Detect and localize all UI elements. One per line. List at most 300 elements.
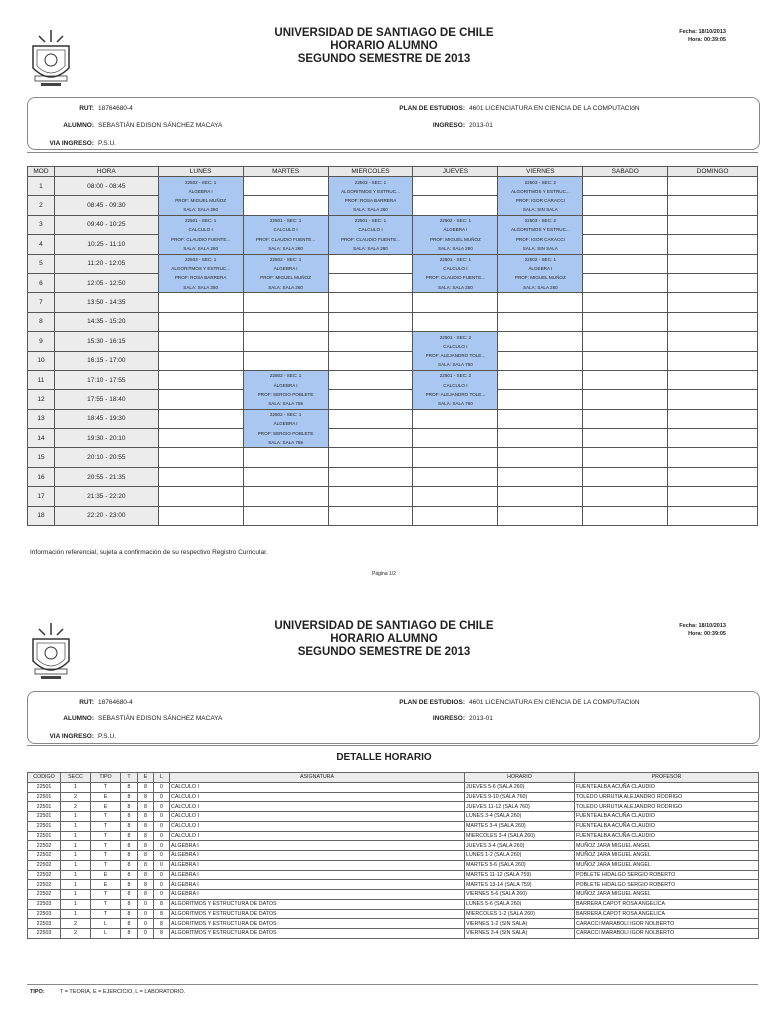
class-block-line: PROF: MIGUEL MUÑOZ [514, 275, 566, 281]
module-number: 3 [28, 215, 55, 234]
plan-label: PLAN DE ESTUDIOS: [399, 699, 465, 706]
module-number: 4 [28, 235, 55, 254]
tipo-label: TIPO: [30, 989, 45, 995]
class-block-line: ALGORITMOS Y ESTRUC... [510, 227, 570, 233]
detail-cell: 2 [61, 929, 91, 939]
detail-cell: 22502 [28, 851, 61, 861]
detail-cell: 22501 [28, 812, 61, 822]
detail-cell: ÁLGEBRA I [170, 890, 465, 900]
class-block[interactable] [158, 177, 243, 216]
class-block-line: 22502 - SEC: 1 [269, 373, 302, 379]
empty-slot [668, 293, 758, 312]
schedule-row [28, 312, 758, 331]
class-block[interactable] [498, 254, 583, 293]
module-time: 20:10 - 20:55 [54, 448, 158, 467]
detail-cell: 0 [154, 792, 170, 802]
class-block[interactable] [413, 370, 498, 409]
empty-slot [158, 506, 243, 525]
module-time: 08:45 - 09:30 [54, 196, 158, 215]
empty-slot [413, 196, 498, 215]
empty-slot [243, 332, 328, 351]
class-block-line: PROF: IGOR CARACCI [515, 236, 565, 242]
empty-slot [583, 370, 668, 389]
detail-cell: ÁLGEBRA I [170, 870, 465, 880]
empty-slot [498, 351, 583, 370]
university-title: UNIVERSIDAD DE SANTIAGO DE CHILE [274, 27, 494, 39]
detail-cell: 0 [154, 821, 170, 831]
empty-slot [668, 429, 758, 448]
schedule-row [28, 332, 758, 351]
detail-cell: VIERNES 5-6 (SALA 260) [465, 890, 575, 900]
class-block[interactable] [413, 215, 498, 254]
class-block-line: 22503 - SEC: 1 [354, 179, 387, 185]
class-block-line: CALCULO I [443, 343, 468, 349]
module-time: 19:30 - 20:10 [54, 429, 158, 448]
detail-cell: 8 [121, 802, 138, 812]
weekly-schedule-table [27, 166, 758, 526]
detail-cell: ALGORITMOS Y ESTRUCTURA DE DATOS [170, 929, 465, 939]
empty-slot [668, 351, 758, 370]
detail-cell: 8 [121, 841, 138, 851]
column-header: LUNES [158, 167, 243, 177]
detail-cell: 1 [61, 880, 91, 890]
detail-cell: ÁLGEBRA I [170, 880, 465, 890]
empty-slot [668, 254, 758, 273]
detail-cell: FUENTEALBA ACUÑA CLAUDIO [575, 821, 759, 831]
page-number: Página 1/2 [372, 571, 396, 577]
class-block[interactable] [158, 215, 243, 254]
empty-slot [158, 312, 243, 331]
detail-cell: ÁLGEBRA I [170, 841, 465, 851]
class-block[interactable] [413, 254, 498, 293]
empty-slot [243, 351, 328, 370]
detail-row [28, 899, 759, 909]
empty-slot [158, 332, 243, 351]
class-block-line: SALA: SALA 260 [353, 245, 388, 251]
detail-cell: 1 [61, 909, 91, 919]
semester-title: SEGUNDO SEMESTRE DE 2013 [297, 646, 471, 658]
class-block-line: CALCULO I [188, 227, 213, 233]
class-block-line: PROF: MIGUEL MUÑOZ [429, 236, 481, 242]
class-block-line: SALA: SALA 260 [438, 284, 473, 290]
ingreso-value: 2013-01 [469, 715, 493, 722]
empty-slot [583, 254, 668, 273]
class-block-line: SALA: SALA 260 [183, 207, 219, 213]
empty-slot [413, 293, 498, 312]
empty-slot [668, 312, 758, 331]
detail-cell: CALCULO I [170, 782, 465, 792]
module-number: 5 [28, 254, 55, 273]
detail-cell: L [91, 919, 121, 929]
class-block[interactable] [158, 254, 243, 293]
class-block-line: PROF: CLAUDIO FUENTE... [255, 236, 316, 242]
schedule-row [28, 273, 758, 292]
detail-cell: E [91, 870, 121, 880]
empty-slot [668, 409, 758, 428]
detail-row [28, 841, 759, 851]
class-block-line: 22502 - SEC: 1 [524, 257, 557, 263]
empty-slot [328, 370, 413, 389]
tipo-legend: T = TEORIA, E = EJERCICIO, L = LABORATORIO. [60, 989, 186, 995]
class-block[interactable] [328, 177, 413, 216]
class-block-line: ALGORITMOS Y ESTRUC... [341, 188, 400, 194]
class-block-line: PROF: SERGIO POBLETE [257, 391, 314, 397]
detail-cell: 0 [154, 880, 170, 890]
rut-value: 18764680-4 [98, 699, 133, 706]
detail-cell: 22502 [28, 841, 61, 851]
detail-cell: ALGORITMOS Y ESTRUCTURA DE DATOS [170, 909, 465, 919]
detail-column-header: L [154, 773, 170, 783]
schedule-row [28, 254, 758, 273]
module-number: 14 [28, 429, 55, 448]
detail-cell: 8 [154, 899, 170, 909]
module-number: 18 [28, 506, 55, 525]
print-date: Fecha: 18/10/2013 [679, 623, 726, 629]
detail-cell: 2 [61, 919, 91, 929]
detail-cell: FUENTEALBA ACUÑA CLAUDIO [575, 782, 759, 792]
class-block[interactable] [498, 215, 583, 254]
detail-cell: ÁLGEBRA I [170, 851, 465, 861]
detail-cell: 0 [138, 899, 154, 909]
detail-cell: CALCULO I [170, 821, 465, 831]
detail-cell: 22503 [28, 909, 61, 919]
empty-slot [498, 370, 583, 389]
class-block-line: SALA: SALA 260 [353, 207, 388, 213]
empty-slot [668, 487, 758, 506]
class-block-line: PROF: IGOR CARACCI [515, 197, 565, 203]
detail-row [28, 919, 759, 929]
detail-cell: 0 [154, 812, 170, 822]
class-block-line: SALA: SALA 260 [268, 245, 303, 251]
detail-cell: 22502 [28, 880, 61, 890]
class-block[interactable] [413, 332, 498, 371]
detail-cell: POBLETE HIDALGO SERGIO ROBERTO [575, 870, 759, 880]
class-block-line: PROF: MIGUEL MUÑOZ [175, 197, 227, 203]
class-block-line: PROF: MIGUEL MUÑOZ [260, 275, 311, 281]
empty-slot [583, 215, 668, 234]
detail-cell: 8 [138, 890, 154, 900]
class-block-line: CALCULO I [443, 382, 468, 388]
print-time: Hora: 00:39:05 [688, 37, 726, 43]
module-time: 16:15 - 17:00 [54, 351, 158, 370]
empty-slot [413, 506, 498, 525]
detail-cell: 8 [121, 880, 138, 890]
detail-cell: 2 [61, 802, 91, 812]
via-ingreso-value: P.S.U. [98, 140, 116, 147]
detail-cell: BARRERA CAPOT ROSA ANGELICA [575, 909, 759, 919]
class-block-line: SALA: SALA 759 [268, 439, 303, 445]
ingreso-value: 2013-01 [469, 122, 493, 129]
via-ingreso-label: VIA INGRESO: [49, 140, 94, 147]
class-block-line: SALA: SALA 260 [183, 245, 219, 251]
empty-slot [413, 487, 498, 506]
schedule-header-row [28, 167, 758, 177]
class-block-line: ÁLGEBRA I [273, 421, 298, 427]
detail-cell: 2 [61, 792, 91, 802]
module-time: 14:35 - 15:20 [54, 312, 158, 331]
detail-cell: 8 [138, 870, 154, 880]
detail-cell: JUEVES 5-6 (SALA 260) [465, 782, 575, 792]
detail-cell: CALCULO I [170, 812, 465, 822]
detail-column-header: T [121, 773, 138, 783]
detail-cell: 8 [138, 782, 154, 792]
detail-cell: T [91, 841, 121, 851]
empty-slot [158, 448, 243, 467]
class-block-line: 22501 - SEC: 1 [269, 218, 302, 224]
empty-slot [583, 235, 668, 254]
detail-cell: 8 [121, 821, 138, 831]
detail-cell: 8 [121, 929, 138, 939]
empty-slot [583, 293, 668, 312]
empty-slot [583, 429, 668, 448]
class-block-line: ÁLGEBRA I [273, 266, 298, 272]
class-block-line: 22502 - SEC: 1 [269, 412, 302, 418]
detail-cell: ÁLGEBRA I [170, 860, 465, 870]
module-time: 22:20 - 23:00 [54, 506, 158, 525]
empty-slot [668, 370, 758, 389]
empty-slot [583, 332, 668, 351]
empty-slot [583, 390, 668, 409]
class-block-line: CALCULO I [443, 266, 468, 272]
detail-row [28, 909, 759, 919]
empty-slot [243, 312, 328, 331]
detail-cell: 0 [138, 919, 154, 929]
class-block[interactable] [243, 409, 328, 448]
document-title: HORARIO ALUMNO [330, 633, 438, 645]
class-block[interactable] [243, 254, 328, 293]
class-block-line: ALGORITMOS Y ESTRUC... [510, 188, 570, 194]
class-block-line: 22501 - SEC: 1 [184, 218, 217, 224]
rut-value: 18764680-4 [98, 105, 133, 112]
module-number: 10 [28, 351, 55, 370]
detail-cell: BARRERA CAPOT ROSA ANGELICA [575, 899, 759, 909]
detail-cell: MIERCOLES 1-2 (SALA 260) [465, 909, 575, 919]
schedule-row [28, 429, 758, 448]
detail-cell: 8 [138, 851, 154, 861]
schedule-row [28, 215, 758, 234]
class-block-line: SALA: SALA 260 [522, 284, 558, 290]
module-number: 13 [28, 409, 55, 428]
class-block-line: CALCULO I [273, 227, 298, 233]
detail-cell: L [91, 929, 121, 939]
detail-column-header: E [138, 773, 154, 783]
module-time: 17:55 - 18:40 [54, 390, 158, 409]
empty-slot [583, 273, 668, 292]
empty-slot [158, 429, 243, 448]
class-block-line: SALA: SALA 260 [268, 284, 303, 290]
empty-slot [498, 429, 583, 448]
detail-cell: 1 [61, 851, 91, 861]
class-block-line: PROF: CLAUDIO FUENTE... [425, 275, 486, 281]
class-block-line: SALA: SIN SALA [522, 245, 558, 251]
empty-slot [583, 487, 668, 506]
schedule-row [28, 448, 758, 467]
empty-slot [583, 351, 668, 370]
class-block-line: PROF: ROSA BARRERA [174, 275, 227, 281]
detail-cell: 1 [61, 870, 91, 880]
empty-slot [668, 177, 758, 196]
detail-row [28, 890, 759, 900]
module-number: 15 [28, 448, 55, 467]
detail-cell: JUEVES 3-4 (SALA 260) [465, 841, 575, 851]
module-number: 17 [28, 487, 55, 506]
detail-cell: LUNES 5-6 (SALA 260) [465, 899, 575, 909]
detail-cell: VIERNES 1-2 (SIN SALA) [465, 919, 575, 929]
detail-column-header: PROFESOR [575, 773, 759, 783]
schedule-row [28, 506, 758, 525]
detail-header-row [28, 773, 759, 783]
class-block-line: 22502 - SEC: 1 [439, 218, 472, 224]
rut-label: RUT: [79, 105, 94, 112]
detail-cell: E [91, 802, 121, 812]
print-date: Fecha: 18/10/2013 [679, 29, 726, 35]
detail-row [28, 792, 759, 802]
detail-cell: 8 [121, 851, 138, 861]
schedule-row [28, 487, 758, 506]
detail-cell: 22501 [28, 792, 61, 802]
empty-slot [158, 409, 243, 428]
alumno-value: SEBASTIÁN EDISON SÁNCHEZ MACAYA [98, 122, 223, 129]
empty-slot [328, 448, 413, 467]
via-ingreso-label: VIA INGRESO: [49, 733, 94, 740]
detail-row [28, 802, 759, 812]
detail-row [28, 870, 759, 880]
empty-slot [498, 293, 583, 312]
module-number: 2 [28, 196, 55, 215]
empty-slot [668, 390, 758, 409]
alumno-label: ALUMNO: [63, 715, 94, 722]
detail-row [28, 782, 759, 792]
alumno-value: SEBASTIÁN EDISON SÁNCHEZ MACAYA [98, 715, 223, 722]
class-block-line: SALA: SALA 260 [183, 284, 219, 290]
class-block-line: ÁLGEBRA I [273, 382, 298, 388]
detail-row [28, 851, 759, 861]
detail-cell: 0 [154, 851, 170, 861]
empty-slot [328, 390, 413, 409]
detail-cell: 8 [121, 870, 138, 880]
module-number: 6 [28, 273, 55, 292]
module-time: 15:30 - 16:15 [54, 332, 158, 351]
university-title: UNIVERSIDAD DE SANTIAGO DE CHILE [274, 620, 494, 632]
class-block[interactable] [243, 370, 328, 409]
detail-cell: LUNES 3-4 (SALA 260) [465, 812, 575, 822]
empty-slot [328, 312, 413, 331]
detail-cell: 1 [61, 890, 91, 900]
empty-slot [413, 312, 498, 331]
detail-cell: E [91, 880, 121, 890]
empty-slot [158, 487, 243, 506]
empty-slot [158, 351, 243, 370]
class-block[interactable] [243, 215, 328, 254]
detail-cell: 1 [61, 812, 91, 822]
detail-cell: 0 [154, 831, 170, 841]
detail-row [28, 929, 759, 939]
schedule-row [28, 370, 758, 389]
column-header: MARTES [243, 167, 328, 177]
class-block-line: PROF: CLAUDIO FUENTE... [340, 236, 401, 242]
detail-cell: T [91, 851, 121, 861]
empty-slot [243, 448, 328, 467]
module-time: 10:25 - 11:10 [54, 235, 158, 254]
detail-cell: CARACCI MARABOLI IGOR NOLBERTO [575, 929, 759, 939]
detail-cell: 8 [138, 812, 154, 822]
detail-cell: MUÑOZ JARA MIGUEL ANGEL [575, 860, 759, 870]
empty-slot [583, 448, 668, 467]
detail-cell: 8 [121, 831, 138, 841]
empty-slot [413, 409, 498, 428]
module-time: 20:55 - 21:35 [54, 467, 158, 486]
detail-cell: JUEVES 9-10 (SALA 760) [465, 792, 575, 802]
detail-cell: T [91, 860, 121, 870]
class-block-line: ÁLGEBRA I [443, 227, 468, 233]
empty-slot [583, 467, 668, 486]
class-block-line: SALA: SALA 260 [438, 245, 473, 251]
schedule-detail-table [27, 772, 759, 939]
empty-slot [158, 293, 243, 312]
detail-cell: 1 [61, 782, 91, 792]
empty-slot [583, 312, 668, 331]
detail-cell: T [91, 831, 121, 841]
detail-cell: 22502 [28, 860, 61, 870]
empty-slot [668, 506, 758, 525]
empty-slot [498, 390, 583, 409]
column-header: MOD [28, 167, 55, 177]
ingreso-label: INGRESO: [432, 122, 465, 129]
module-number: 16 [28, 467, 55, 486]
schedule-row [28, 390, 758, 409]
detail-cell: T [91, 821, 121, 831]
detail-cell: LUNES 1-2 (SALA 260) [465, 851, 575, 861]
empty-slot [498, 332, 583, 351]
schedule-row [28, 351, 758, 370]
class-block[interactable] [328, 215, 413, 254]
empty-slot [668, 215, 758, 234]
detail-cell: 22502 [28, 870, 61, 880]
empty-slot [243, 196, 328, 215]
detail-cell: 1 [61, 831, 91, 841]
empty-slot [413, 429, 498, 448]
detail-cell: FUENTEALBA ACUÑA CLAUDIO [575, 831, 759, 841]
module-number: 8 [28, 312, 55, 331]
empty-slot [243, 467, 328, 486]
schedule-row [28, 293, 758, 312]
empty-slot [668, 467, 758, 486]
empty-slot [328, 273, 413, 292]
class-block[interactable] [498, 177, 583, 216]
detail-cell: 8 [138, 792, 154, 802]
module-number: 1 [28, 177, 55, 196]
class-block-line: PROF: CLAUDIO FUENTE... [171, 236, 231, 242]
empty-slot [328, 254, 413, 273]
empty-slot [498, 467, 583, 486]
detail-row [28, 880, 759, 890]
schedule-row [28, 177, 758, 196]
detail-column-header: HORARIO [465, 773, 575, 783]
plan-label: PLAN DE ESTUDIOS: [399, 105, 465, 112]
detail-cell: CARACCI MARABOLI IGOR NOLBERTO [575, 919, 759, 929]
detail-cell: E [91, 792, 121, 802]
module-number: 11 [28, 370, 55, 389]
detail-cell: 1 [61, 821, 91, 831]
empty-slot [328, 429, 413, 448]
detail-cell: 8 [121, 919, 138, 929]
module-time: 17:10 - 17:55 [54, 370, 158, 389]
detail-cell: 0 [138, 909, 154, 919]
class-block-line: ÁLGEBRA I [528, 266, 553, 272]
empty-slot [328, 409, 413, 428]
class-block-line: CALCULO I [358, 227, 383, 233]
detail-cell: 8 [138, 880, 154, 890]
